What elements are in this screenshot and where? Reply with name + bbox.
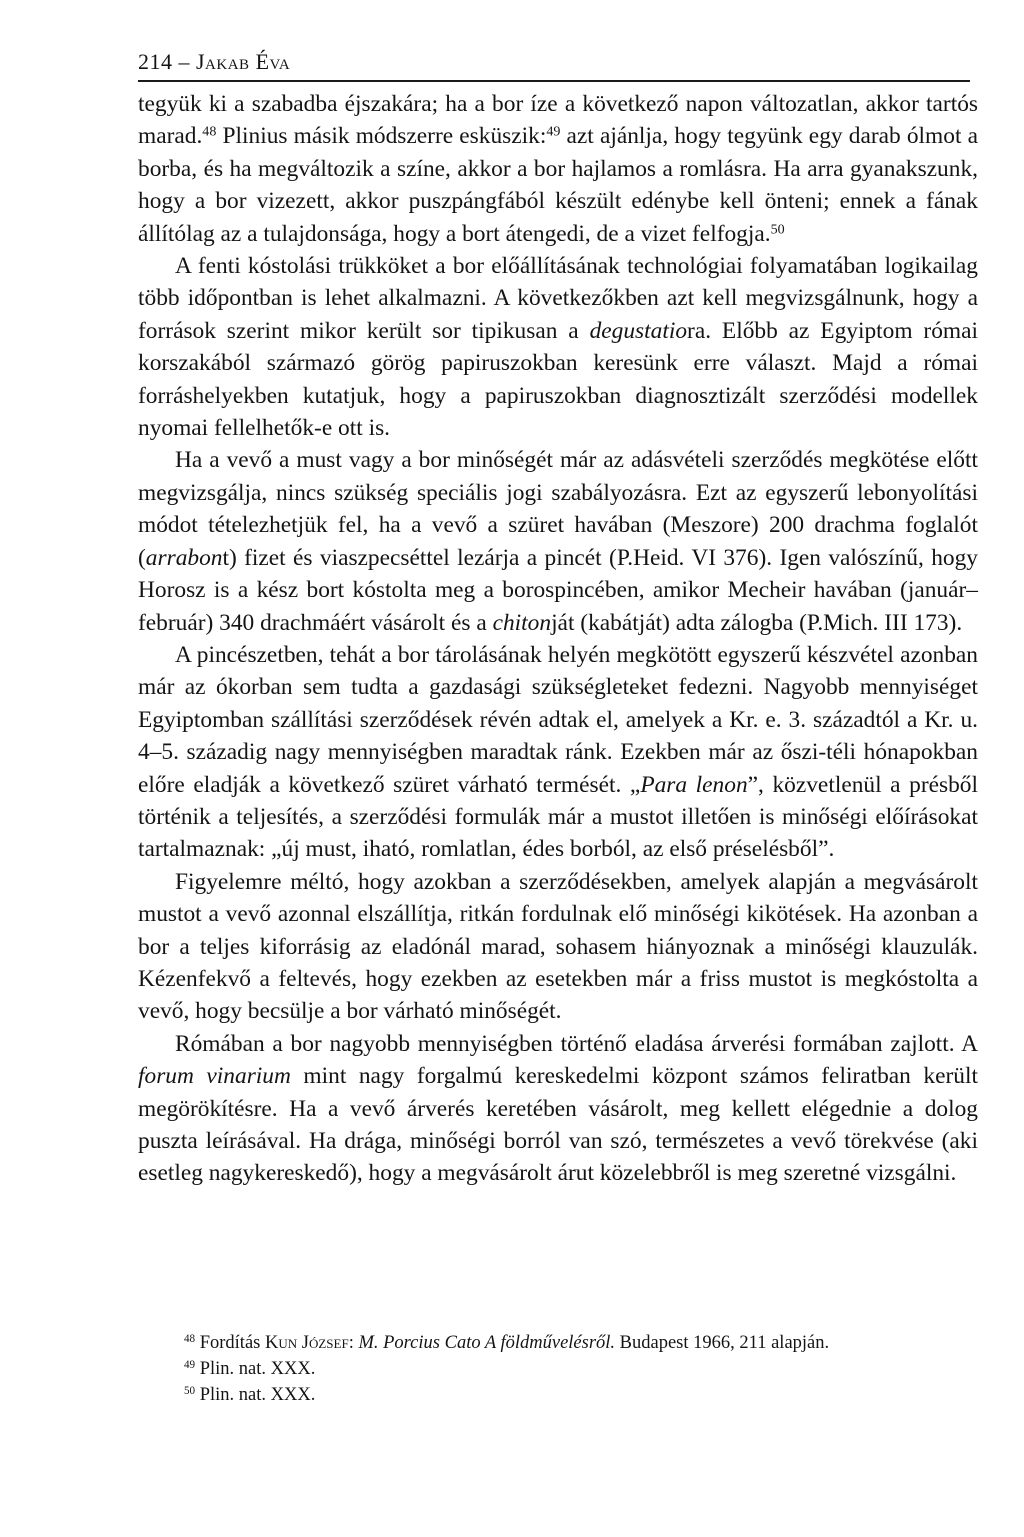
text-run: ra. Előbb az Egyiptom római korszakából származó görög papiruszokban keresünk erre választ. Majd a római forráshelyekben kutatjuk, hogy a papiruszokban diagnosztizált szerződési modellek nyomai fellelhetők-e ott is. bbox=[138, 317, 978, 442]
italic-term: Para lenon bbox=[640, 771, 748, 798]
text-run: azt ajánlja, hogy tegyünk egy darab ólmot a borba, és ha megváltozik a színe, akkor a bor hajlamos a romlásra. Ha arra gyanakszunk, hogy a bor vizezett, akkor puszpángfából készült edénybe kell önteni; ennek a fának állítólag az a tulajdonsága, hogy a bort átengedi, de a vizet felfogja. bbox=[138, 123, 978, 247]
author-citation: Kun József bbox=[264, 1333, 349, 1353]
text-run: : bbox=[348, 1333, 359, 1353]
header-separator: – bbox=[172, 49, 196, 74]
paragraph bbox=[138, 866, 978, 1028]
footnote bbox=[138, 1382, 970, 1408]
italic-term: arrabon bbox=[145, 544, 223, 571]
italic-term: degustatio bbox=[589, 317, 688, 344]
footnote-ref: 49 bbox=[184, 1358, 196, 1371]
text-run: t) fizet és viaszpecséttel lezárja a pincét (P.Heid. VI 376). Igen valószínű, hogy Horosz is a kész bort kóstolta meg a borospincében, amikor Mecheir havában (január–február) 340 drachmáért vásárolt és a bbox=[138, 544, 978, 636]
text-run: Budapest 1966, 211 alapján. bbox=[615, 1333, 830, 1353]
running-header bbox=[138, 46, 970, 82]
italic-term: chiton bbox=[492, 609, 552, 636]
text-run: A fenti kóstolási trükköket a bor előállításának technológiai folyamatában logikailag több időpontban is lehet alkalmazni. A következőkben azt kell megvizsgálnunk, hogy a források szerint mikor került sor tipikusan a bbox=[138, 253, 978, 344]
paragraph bbox=[138, 250, 978, 444]
text-run: Plinius másik módszerre esküszik: bbox=[216, 123, 547, 150]
author-name: Jakab Éva bbox=[196, 49, 291, 74]
text-run: mint nagy forgalmú kereskedelmi központ számos feliratban került megörökítésre. Ha a vevő árverés keretében vásárolt, meg kellett elégednie a dolog puszta leírásával. Ha drága, minőségi borról van szó, természetes a vevő törekvése (aki esetleg nagykereskedő), hogy a megvásárolt árut közelebbről is meg szeretné vizsgálni. bbox=[138, 1063, 978, 1187]
footnote-ref: 50 bbox=[184, 1384, 196, 1397]
text-run: Ha a vevő a must vagy a bor minőségét már az adásvételi szerződés megkötése előtt megvizsgálja, nincs szükség speciális jogi szabályozásra. Ezt az egyszerű lebonyolítási módot tételezhetjük fel, ha a vevő a szüret havában (Meszore) 200 drachma foglalót ( bbox=[138, 447, 978, 571]
text-run: Plin. nat. XXX. bbox=[195, 1359, 316, 1379]
text-run: tegyük ki a szabadba éjszakára; ha a bor íze a következő napon változatlan, akkor tartós marad. bbox=[138, 91, 978, 150]
footnotes bbox=[138, 1330, 970, 1408]
footnote-ref: 50 bbox=[770, 220, 785, 237]
page-number: 214 bbox=[138, 49, 173, 74]
text-run: Fordítás bbox=[195, 1333, 265, 1353]
footnote bbox=[138, 1356, 970, 1382]
text-run: ”, közvetlenül a présből történik a teljesítés, a szerződési formulák már a mustot illetően is minőségi előírásokat tartalmaznak: „új must, iható, romlatlan, édes borból, az első préselésből”. bbox=[138, 771, 978, 863]
paragraph bbox=[138, 1028, 978, 1190]
italic-term: M. Porcius Cato A földművelésről. bbox=[358, 1333, 616, 1353]
text-run: Rómában a bor nagyobb mennyiségben történő eladása árverési formában zajlott. A bbox=[175, 1030, 978, 1057]
footnote-ref: 49 bbox=[546, 123, 561, 140]
footnote-ref: 48 bbox=[184, 1332, 196, 1345]
main-text bbox=[138, 88, 978, 1190]
text-run: Plin. nat. XXX. bbox=[195, 1385, 316, 1405]
paragraph bbox=[138, 444, 978, 638]
footnote bbox=[138, 1330, 970, 1356]
text-run: ját (kabátját) adta zálogba (P.Mich. III 173). bbox=[551, 609, 963, 636]
paragraph bbox=[138, 88, 978, 250]
text-run: Figyelemre méltó, hogy azokban a szerződésekben, amelyek alapján a megvásárolt mustot a vevő azonnal elszállítja, ritkán fordulnak elő minőségi kikötések. Ha azonban a bor a teljes kiforrásig az eladónál marad, sohasem hiányoznak a minőségi klauzulák. Kézenfekvő a feltevés, hogy ezekben az esetekben már a friss mustot is megkóstolta a vevő, hogy becsülje a bor várható minőségét. bbox=[138, 868, 978, 1025]
italic-term: forum vinarium bbox=[138, 1063, 291, 1090]
paragraph bbox=[138, 639, 978, 866]
text-run: A pincészetben, tehát a bor tárolásának helyén megkötött egyszerű készvétel azonban már az ókorban sem tudta a gazdasági szükségleteket fedezni. Nagyobb mennyiséget Egyiptomban szállítási szerződések révén adtak el, amelyek a Kr. e. 3. századtól a Kr. u. 4–5. századig nagy mennyiségben maradtak ránk. Ezekben már az őszi-téli hónapokban előre eladják a következő szüret várható termését. „ bbox=[138, 641, 978, 798]
footnote-ref: 48 bbox=[202, 123, 217, 140]
